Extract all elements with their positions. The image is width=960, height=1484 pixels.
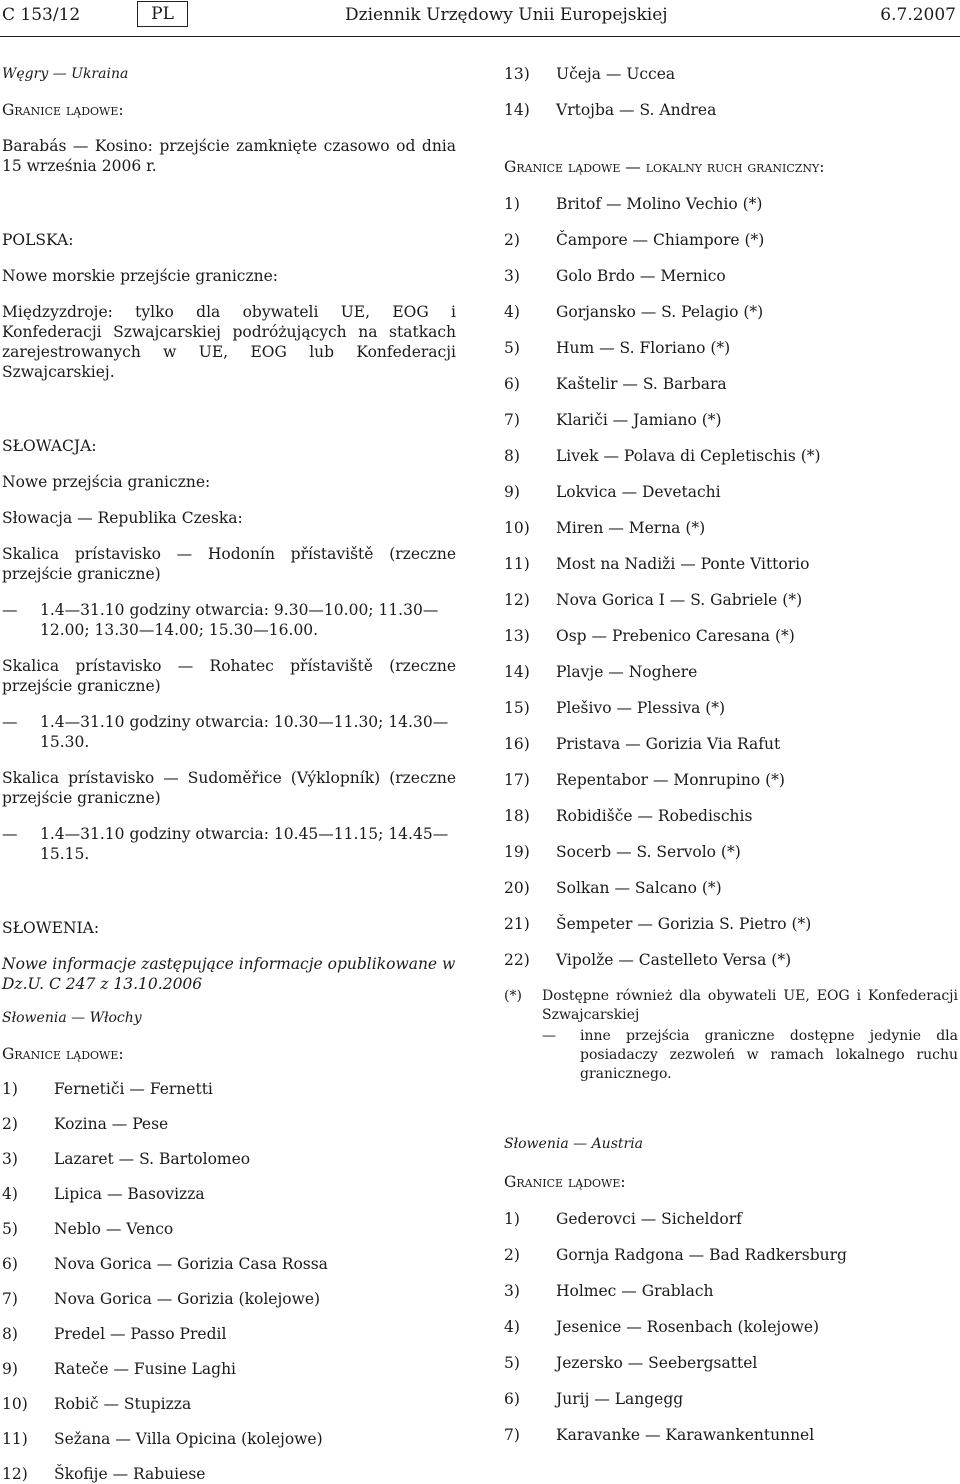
section-heading-hu-ua: Węgry — Ukraina bbox=[2, 66, 129, 82]
opening-hours: 1.4—31.10 godziny otwarcia: 10.45—11.15; 14.45—15.15. bbox=[40, 825, 449, 863]
list-item: 6) Nova Gorica — Gorizia Casa Rossa bbox=[2, 1255, 328, 1273]
list-item: 1) Gederovci — Sicheldorf bbox=[504, 1210, 742, 1228]
left-column bbox=[2, 62, 456, 1484]
list-item: 20) Solkan — Salcano (*) bbox=[504, 879, 722, 897]
hours-row bbox=[2, 824, 456, 864]
italic-note: Nowe informacje zastępujące informacje opublikowane w Dz.U. C 247 z 13.10.2006 bbox=[2, 955, 456, 993]
language-box: PL bbox=[137, 1, 188, 27]
subheading: Nowe przejścia graniczne: bbox=[2, 473, 211, 491]
crossing-list-austria bbox=[504, 1209, 958, 1445]
list-item: 3) Holmec — Grablach bbox=[504, 1282, 714, 1300]
list-item: 2) Čampore — Chiampore (*) bbox=[504, 231, 765, 249]
list-item: 5) Jezersko — Seebergsattel bbox=[504, 1354, 758, 1372]
list-item: 5) Neblo — Venco bbox=[2, 1220, 174, 1238]
list-item: 13) Učeja — Uccea bbox=[504, 65, 676, 83]
em-dash: — bbox=[2, 713, 18, 731]
list-item: 8) Livek — Polava di Cepletischis (*) bbox=[504, 447, 821, 465]
footnote-text: Dostępne również dla obywateli UE, EOG i Konfederacji Szwajcarskiej bbox=[542, 988, 958, 1023]
crossing-list-italy bbox=[2, 1079, 456, 1484]
hours-row bbox=[2, 712, 456, 752]
list-item: 2) Kozina — Pese bbox=[2, 1115, 169, 1133]
list-item: 1) Fernetiči — Fernetti bbox=[2, 1080, 213, 1098]
list-item: 9) Rateče — Fusine Laghi bbox=[2, 1360, 237, 1378]
list-item: 3) Golo Brdo — Mernico bbox=[504, 267, 726, 285]
em-dash: — bbox=[2, 601, 18, 619]
em-dash: — bbox=[542, 1028, 556, 1044]
header-rule bbox=[0, 36, 960, 37]
page-reference: C 153/12 bbox=[2, 5, 81, 25]
crossing-name: Skalica prístavisko — Rohatec přístaviště (rzeczne przejście graniczne) bbox=[2, 657, 456, 695]
crossing-name: Skalica prístavisko — Sudoměřice (Výklopník) (rzeczne przejście graniczne) bbox=[2, 769, 456, 807]
hours-row bbox=[2, 600, 456, 640]
list-item: 13) Osp — Prebenico Caresana (*) bbox=[504, 627, 795, 645]
subheading: Granice lądowe: bbox=[504, 1173, 626, 1191]
page-header bbox=[0, 4, 960, 26]
paragraph: Międzyzdroje: tylko dla obywateli UE, EOG i Konfederacji Szwajcarskiej podróżujących na statkach zarejestrowanych w UE, EOG lub Konfederacji Szwajcarskiej. bbox=[2, 303, 456, 381]
list-item: 14) Vrtojba — S. Andrea bbox=[504, 101, 717, 119]
list-item: 4) Gorjansko — S. Pelagio (*) bbox=[504, 303, 764, 321]
list-item: 7) Nova Gorica — Gorizia (kolejowe) bbox=[2, 1290, 321, 1308]
list-item: 12) Škofije — Rabuiese bbox=[2, 1465, 206, 1483]
subheading: Nowe morskie przejście graniczne: bbox=[2, 267, 279, 285]
section-heading-slowenia: SŁOWENIA: bbox=[2, 919, 100, 937]
list-item: 22) Vipolže — Castelleto Versa (*) bbox=[504, 951, 792, 969]
footnote-subtext: inne przejścia graniczne dostępne jedynie dla posiadaczy zezwoleń w ramach lokalnego ruchu granicznego. bbox=[580, 1028, 958, 1082]
journal-title: Dziennik Urzędowy Unii Europejskiej bbox=[345, 5, 668, 25]
opening-hours: 1.4—31.10 godziny otwarcia: 10.30—11.30; 14.30—15.30. bbox=[40, 713, 449, 751]
list-item: 10) Robič — Stupizza bbox=[2, 1395, 192, 1413]
list-item: 21) Šempeter — Gorizia S. Pietro (*) bbox=[504, 915, 812, 933]
list-item: 9) Lokvica — Devetachi bbox=[504, 483, 721, 501]
list-item: 10) Miren — Merna (*) bbox=[504, 519, 706, 537]
list-item: 7) Klariči — Jamiano (*) bbox=[504, 411, 722, 429]
list-item: 6) Jurij — Langegg bbox=[504, 1390, 684, 1408]
right-column bbox=[504, 62, 958, 1445]
list-item: 8) Predel — Passo Predil bbox=[2, 1325, 227, 1343]
list-item: 18) Robidišče — Robedischis bbox=[504, 807, 753, 825]
crossing-list-local bbox=[504, 194, 958, 970]
list-item: 16) Pristava — Gorizia Via Rafut bbox=[504, 735, 781, 753]
subheading: Granice lądowe: bbox=[2, 1045, 124, 1063]
list-item: 11) Most na Nadiži — Ponte Vittorio bbox=[504, 555, 810, 573]
list-item: 11) Sežana — Villa Opicina (kolejowe) bbox=[2, 1430, 323, 1448]
publication-date: 6.7.2007 bbox=[880, 5, 956, 25]
footnote bbox=[504, 987, 958, 1025]
subheading: Granice lądowe: bbox=[2, 101, 124, 119]
list-item: 5) Hum — S. Floriano (*) bbox=[504, 339, 731, 357]
list-item: 12) Nova Gorica I — S. Gabriele (*) bbox=[504, 591, 803, 609]
list-item: 17) Repentabor — Monrupino (*) bbox=[504, 771, 785, 789]
list-item: 15) Plešivo — Plessiva (*) bbox=[504, 699, 726, 717]
country-pair: Słowenia — Austria bbox=[504, 1136, 644, 1152]
footnote-mark: (*) bbox=[504, 988, 522, 1004]
list-item: 7) Karavanke — Karawankentunnel bbox=[504, 1426, 815, 1444]
list-item: 3) Lazaret — S. Bartolomeo bbox=[2, 1150, 251, 1168]
paragraph: Barabás — Kosino: przejście zamknięte czasowo od dnia 15 września 2006 r. bbox=[2, 137, 456, 175]
list-item: 2) Gornja Radgona — Bad Radkersburg bbox=[504, 1246, 847, 1264]
crossing-name: Skalica prístavisko — Hodonín přístaviště (rzeczne przejście graniczne) bbox=[2, 545, 456, 583]
list-item: 14) Plavje — Noghere bbox=[504, 663, 698, 681]
list-item: 4) Lipica — Basovizza bbox=[2, 1185, 205, 1203]
subheading: Słowacja — Republika Czeska: bbox=[2, 509, 243, 527]
list-item: 6) Kaštelir — S. Barbara bbox=[504, 375, 727, 393]
footnote-subitem bbox=[542, 1027, 958, 1084]
list-item: 19) Socerb — S. Servolo (*) bbox=[504, 843, 741, 861]
subheading-local-traffic: Granice lądowe — lokalny ruch graniczny: bbox=[504, 158, 825, 176]
list-item: 4) Jesenice — Rosenbach (kolejowe) bbox=[504, 1318, 820, 1336]
opening-hours: 1.4—31.10 godziny otwarcia: 9.30—10.00; 11.30—12.00; 13.30—14.00; 15.30—16.00. bbox=[40, 601, 439, 639]
list-item: 1) Britof — Molino Vechio (*) bbox=[504, 195, 763, 213]
section-heading-polska: POLSKA: bbox=[2, 231, 74, 249]
em-dash: — bbox=[2, 825, 18, 843]
country-pair: Słowenia — Włochy bbox=[2, 1010, 142, 1026]
section-heading-slowacja: SŁOWACJA: bbox=[2, 437, 97, 455]
